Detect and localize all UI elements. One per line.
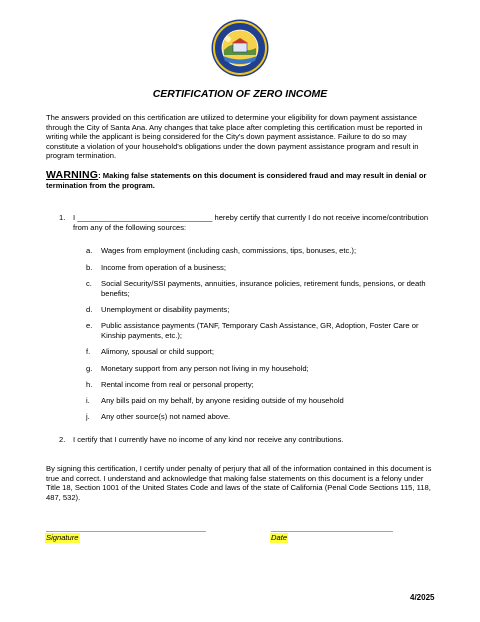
source-text: Social Security/SSI payments, annuities, insurance policies, retirement funds, pensions, or death benefits; xyxy=(101,279,426,298)
certify-item-1 xyxy=(59,213,429,235)
document-title: CERTIFICATION OF ZERO INCOME xyxy=(152,88,328,100)
source-letter: g. xyxy=(86,364,93,373)
item-number: 2. xyxy=(59,435,66,444)
source-text: Public assistance payments (TANF, Temporary Cash Assistance, GR, Adoption, Foster Care or Kinship payments, etc.); xyxy=(101,321,419,340)
warning-label: WARNING xyxy=(46,169,99,181)
source-letter: e. xyxy=(86,321,93,330)
source-letter: i. xyxy=(86,396,90,405)
source-letter: c. xyxy=(86,279,92,288)
source-text: Wages from employment (including cash, commissions, tips, bonuses, etc.); xyxy=(101,246,357,255)
source-text: Monetary support from any person not living in my household; xyxy=(101,364,309,373)
source-text: Income from operation of a business; xyxy=(101,263,226,272)
source-letter: f. xyxy=(86,347,91,356)
signature-line[interactable] xyxy=(46,531,206,532)
signature-label: Signature xyxy=(46,533,79,542)
warning-text: : Making false statements on this document is considered fraud and may result in denial or termination from the program. xyxy=(46,171,427,190)
certify-item-2 xyxy=(59,435,429,447)
item-text: I certify that I currently have no income of any kind nor receive any contributions. xyxy=(73,435,344,444)
source-letter: a. xyxy=(86,246,93,255)
source-text: Unemployment or disability payments; xyxy=(101,305,230,314)
source-letter: h. xyxy=(86,380,93,389)
city-seal-logo xyxy=(211,19,269,77)
source-text: Any other source(s) not named above. xyxy=(101,412,231,421)
version-date: 4/2025 xyxy=(410,593,435,602)
item-number: 1. xyxy=(59,213,66,222)
intro-paragraph: The answers provided on this certification are utilized to determine your eligibility for down payment assistance through the City of Santa Ana. Any changes that take place after completing this certification must be reported in writing while the applicant is being considered for the City's down payment assistance. Failure to do so may constitute a violation of your household's obligations under the down payment assistance program and result in program termination. xyxy=(46,113,423,161)
warning-notice xyxy=(46,170,438,191)
source-text: Rental income from real or personal property; xyxy=(101,380,254,389)
date-label: Date xyxy=(271,533,288,542)
source-text: Alimony, spousal or child support; xyxy=(101,347,214,356)
source-letter: j. xyxy=(86,412,90,421)
source-letter: b. xyxy=(86,263,93,272)
date-line[interactable] xyxy=(271,531,393,532)
closing-paragraph: By signing this certification, I certify under penalty of perjury that all of the information contained in this document is true and correct. I understand and acknowledge that making false statements on this document is a felony under Title 18, Section 1001 of the United States Code and laws of the state of California (Penal Code Sections 115, 118, 487, 532). xyxy=(46,464,432,502)
source-text: Any bills paid on my behalf, by anyone residing outside of my household xyxy=(101,396,344,405)
source-letter: d. xyxy=(86,305,93,314)
item-text: I ________________________________ hereby certify that currently I do not receive income/contribution from any of the following sources: xyxy=(73,213,429,232)
